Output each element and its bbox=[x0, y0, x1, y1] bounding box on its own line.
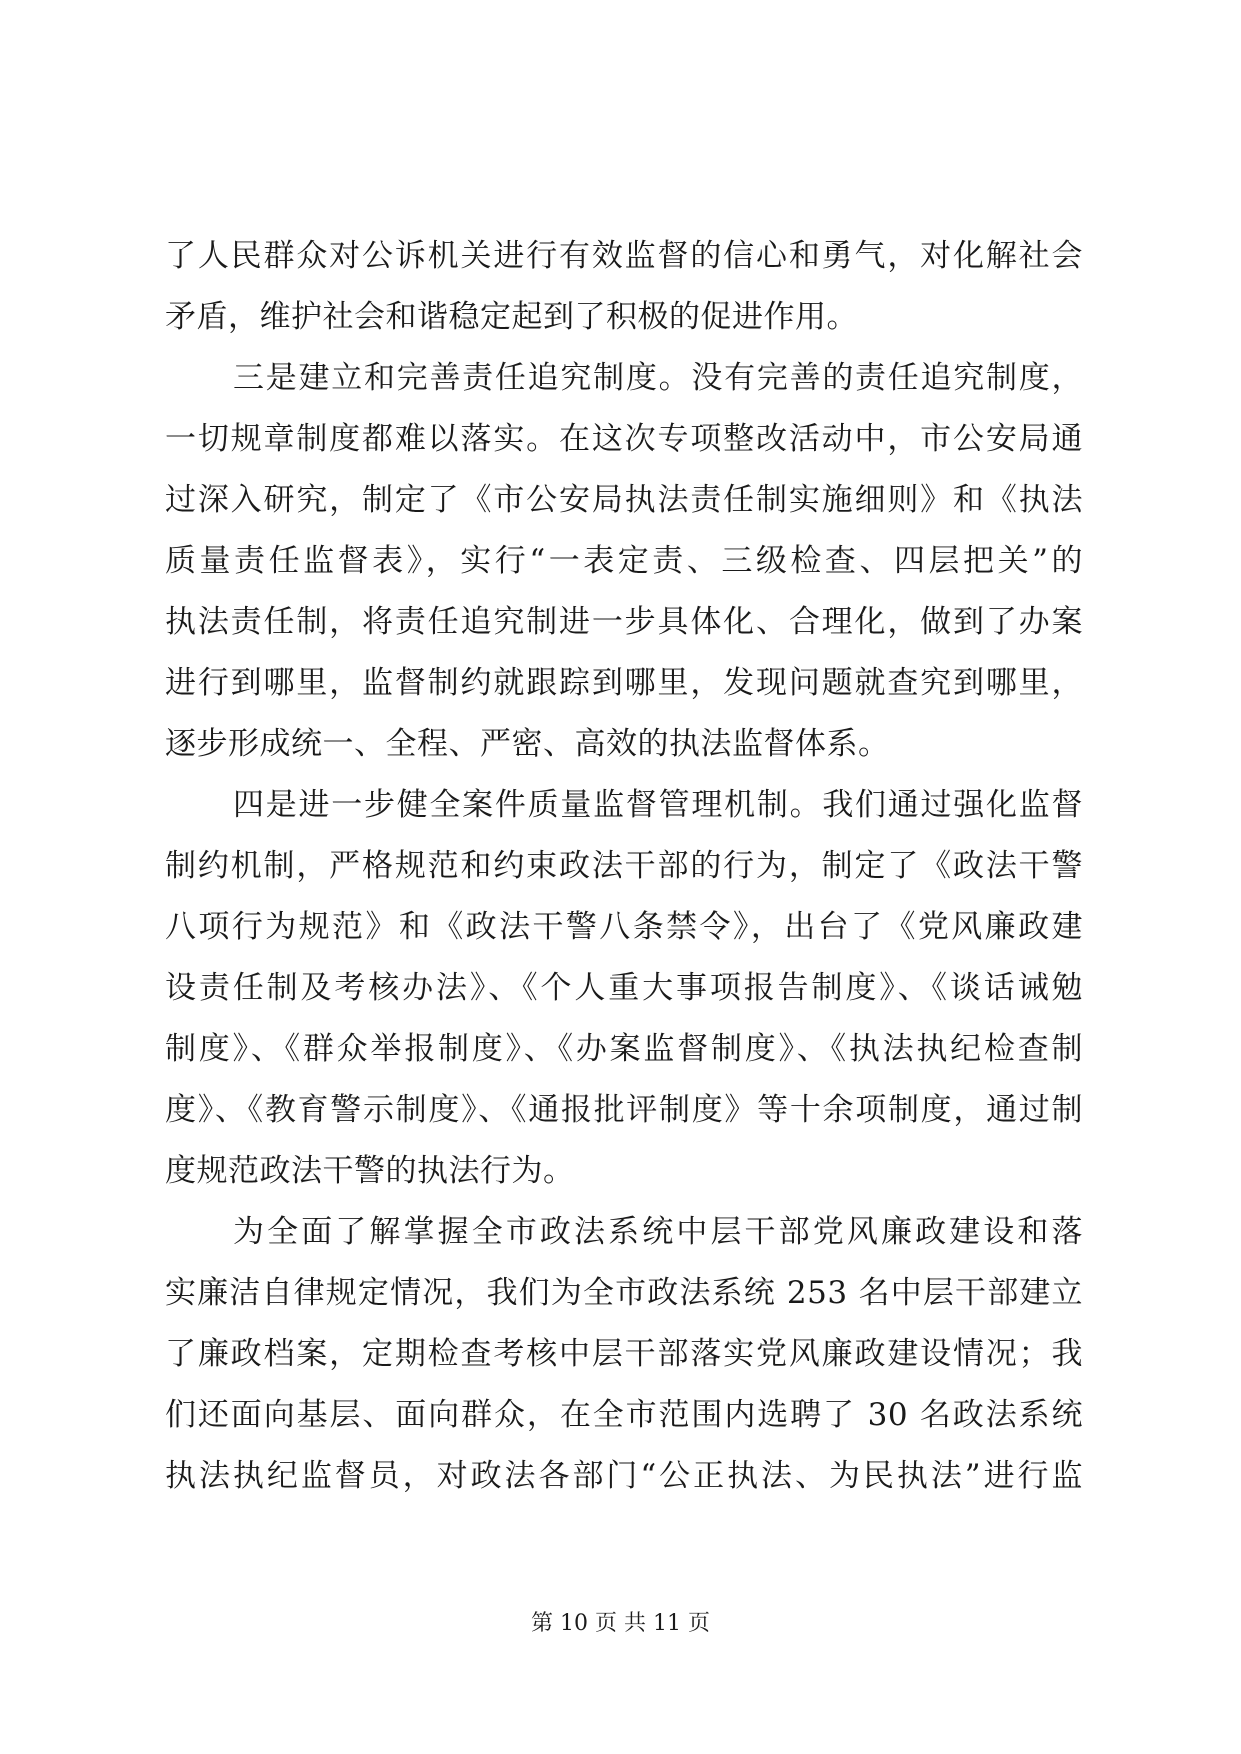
text-line: 实廉洁自律规定情况，我们为全市政法系统 253 名中层干部建立 bbox=[165, 1275, 1083, 1311]
text-line: 度规范政法干警的执法行为。 bbox=[165, 1153, 575, 1189]
paragraph-p4 bbox=[165, 1202, 1083, 1507]
text-line: 为全面了解掌握全市政法系统中层干部党风廉政建设和落 bbox=[233, 1214, 1083, 1250]
text-line: 过深入研究，制定了《市公安局执法责任制实施细则》和《执法 bbox=[165, 482, 1083, 518]
text-line: 制度》、《群众举报制度》、《办案监督制度》、《执法执纪检查制 bbox=[165, 1031, 1083, 1067]
text-line: 们还面向基层、面向群众，在全市范围内选聘了 30 名政法系统 bbox=[165, 1397, 1083, 1433]
text-line: 了人民群众对公诉机关进行有效监督的信心和勇气，对化解社会 bbox=[165, 238, 1083, 274]
text-line: 四是进一步健全案件质量监督管理机制。我们通过强化监督 bbox=[233, 787, 1083, 823]
text-line: 度》、《教育警示制度》、《通报批评制度》等十余项制度，通过制 bbox=[165, 1092, 1083, 1128]
body-text bbox=[165, 226, 1083, 1507]
text-line: 逐步形成统一、全程、严密、高效的执法监督体系。 bbox=[165, 726, 890, 762]
text-line: 矛盾，维护社会和谐稳定起到了积极的促进作用。 bbox=[165, 299, 858, 335]
text-line: 执法执纪监督员，对政法各部门“公正执法、为民执法”进行监 bbox=[165, 1458, 1083, 1494]
text-line: 制约机制，严格规范和约束政法干部的行为，制定了《政法干警 bbox=[165, 848, 1083, 884]
text-line: 一切规章制度都难以落实。在这次专项整改活动中，市公安局通 bbox=[165, 421, 1083, 457]
text-line: 执法责任制，将责任追究制进一步具体化、合理化，做到了办案 bbox=[165, 604, 1083, 640]
text-line: 质量责任监督表》，实行“一表定责、三级检查、四层把关”的 bbox=[165, 543, 1083, 579]
text-line: 了廉政档案，定期检查考核中层干部落实党风廉政建设情况；我 bbox=[165, 1336, 1083, 1372]
text-line: 八项行为规范》和《政法干警八条禁令》，出台了《党风廉政建 bbox=[165, 909, 1083, 945]
text-line: 设责任制及考核办法》、《个人重大事项报告制度》、《谈话诫勉 bbox=[165, 970, 1083, 1006]
paragraph-p1 bbox=[165, 226, 1083, 348]
paragraph-p2 bbox=[165, 348, 1083, 775]
text-line: 三是建立和完善责任追究制度。没有完善的责任追究制度， bbox=[233, 360, 1083, 396]
paragraph-p3 bbox=[165, 775, 1083, 1202]
page-footer: 第 10 页 共 11 页 bbox=[531, 1611, 710, 1636]
text-line: 进行到哪里，监督制约就跟踪到哪里，发现问题就查究到哪里， bbox=[165, 665, 1083, 701]
